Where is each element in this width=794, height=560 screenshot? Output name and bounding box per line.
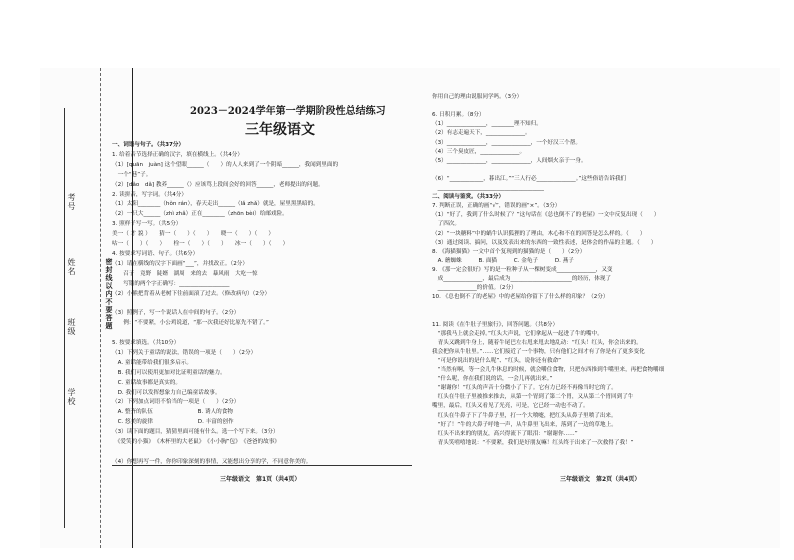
text-line: 4. 按要求写词语、句子。（共6分） [112, 250, 199, 257]
text-line: “那我马上就会走掉。”红头大声说，它们拿起从一起进了牛的嘴中。 [432, 330, 603, 337]
exam-title: 2023－2024学年第一学期阶段性总结练习 [190, 106, 386, 117]
text-line: A. 童话能带给我们很多启示。 [112, 359, 193, 366]
text-line: （6）“____________，暮出江。”“三人行必______________。”这些俗语告诉我们 [432, 175, 627, 182]
text-line: （4）你想再写一件，你你印象深刻的事情，又能想出分享的学，不同意你美的。 [112, 458, 312, 465]
text-line: （2）有志走遍天下，______________。 [432, 130, 531, 137]
margin-label-school: 学校 [67, 388, 76, 406]
text-line: 3. 照样子写一写。（共5分） [112, 221, 182, 228]
text-line: A. 蘑蜘蛛 B. 面猫 C. 金龟子 D. 燕子 [432, 257, 574, 264]
text-line: C. 童话故事都是真实的。 [112, 379, 181, 386]
text-line: 1. 给着音节选择正确的汉字，填在横线上。（共4分） [112, 151, 243, 158]
text-line: 例：“不要紧，小公鸡说道，“那一次我还好比原先不错了。” [112, 320, 269, 327]
text-line: “谢谢你！”红头的声音十分微小了下了。它有力已经不再像当时它的了。 [432, 385, 617, 392]
exam-subject: 三年级语文 [245, 122, 315, 138]
text-line: 嘴里，最后，红头又看见了光亮，可是，它已经一动也不动了。 [432, 403, 589, 410]
text-line: （2）小熊把背着从老树下往前面滚了过去。（修改病句）（2分） [112, 290, 271, 297]
text-line: B. 我们可以使用更加对比证明童话的魅力。 [112, 369, 226, 376]
seal-line-outer [64, 108, 65, 528]
text-line: ______________________________________ [432, 185, 544, 191]
text-line: 8. 《海猫猫猫》一文中首个复现到的猫猫的是（ ）（2分） [432, 248, 586, 255]
text-line: （3）通过阅读、搞问，以及发表出来的东西的一致性表述，是体会的作品的主题。（ ） [432, 239, 657, 246]
text-line: 青头笑嘻嘻地说：“不要紧，我们是好朋友嘛！红头终于出来了一次救得了我！” [432, 439, 634, 446]
binding-margin [40, 68, 133, 548]
text-line: 召子 竟野 陡婿 湖周 来的去 暴风雨 大吃一惊 [112, 270, 258, 277]
text-line: 成______________，最后成为______________________的经历，体现了 [432, 276, 612, 282]
text-line: 6. 日积月累。（8分） [432, 112, 485, 119]
text-line: C. 悠美的旋律 D. 丰富的创作 [112, 419, 234, 426]
text-line: 我会把你从牛肚里。”……它们接近了一个事物，只有他们之间才有了你是有了更多变化 [432, 348, 645, 355]
text-line: （2）下列加点词语不恰当的一项是（ ）（2分） [112, 399, 240, 406]
text-line: 美一（ 才 貌 ） 猜一（ ）（ ） 晓一（ ）（ ） [112, 231, 274, 238]
text-line: （3）读下面的题目，猜猜里面可能有什么。选一个写下来。（3分） [112, 429, 279, 436]
text-line: “可是你说出的是什么呢”、“红头，说你还有救命” [432, 357, 562, 364]
text-line: 7. 判断正误，正确的画“√”，错误的画“×”。（3分） [432, 203, 561, 210]
text-line: 红头不出来的的朋友，高兴得流下了眼泪：“谢谢你……” [432, 430, 578, 437]
text-line: 咕一（ ）（ ） 栓一（ ）（ ） 冰一（ ）（ ） [112, 241, 289, 247]
text-line: 10. 《总也倒不了的老屋》中的老屋给你留下了什么样的印象？（2分） [432, 294, 609, 301]
text-line: （2）一只大______（zhì zhǎ）正在________（zhōn bèi）给邮戏险。 [112, 211, 288, 218]
text-line: “什么呢，你在我们说的话，一会儿再就出来。” [432, 376, 553, 383]
text-line: 2. 读拼音，写字词。（共4分） [112, 191, 187, 198]
text-line: （1）请在横线的汉字下面画“___”，并找改正。（2分） [112, 260, 248, 267]
text-line: （4）三个臭皮匠，______________。 [432, 148, 526, 155]
text-line: 一、词语与句子。（共37分） [112, 142, 185, 148]
text-line: 9. 《那一定会很好》写的是一粒种子从一棵树变成______________，又变 [432, 266, 613, 273]
text-line: 二、阅读与鉴赏。（共33分） [432, 194, 505, 201]
seal-notice: 密封线以内不要答题 [105, 258, 113, 330]
text-line: （1）______________，________理不知归。 [432, 121, 542, 128]
text-line: 11. 阅读《在牛肚子里旅行》，回答问题。（共8分） [432, 321, 559, 328]
text-line: （1）下列关于童话的说法，错误的一项是（ ）（2分） [112, 349, 257, 356]
text-line: D. 我们可以发挥想象力自己编童话故事。 [112, 389, 221, 396]
right-page-footer: 三年级语文 第2页（共4页） [560, 476, 641, 483]
text-line: 5. 按要求填选。（共10分） [112, 340, 180, 346]
margin-label-name: 姓名 [67, 258, 76, 276]
margin-label-class: 班级 [67, 318, 76, 336]
margin-label-id: 考号 [67, 193, 76, 211]
scanned-sheet [40, 68, 780, 548]
text-line: 了四次。 [432, 221, 460, 228]
text-line: （3）______________，______________，一个好汉三个帮。 [432, 139, 581, 146]
seal-dashed-line [100, 68, 101, 548]
text-line: 红头在牛肚子里被推来推去，从第一个胃到了第二个胃，又从第二个胃回到了牛 [432, 394, 634, 401]
text-line: （1）太阳________（hǒn rán），春天走出______（lǎ zhǎ）就是，屋里黑黑暗的。 [112, 201, 319, 208]
text-line: ______________的价值。（2分） [432, 285, 517, 292]
text-line: （2）“一块糖料”中的蜗牛认识狐狸的了理由，木心和不在的回答是怎么样的。（ ） [432, 230, 646, 237]
left-page-footer: 三年级语文 第1页（共4页） [220, 476, 301, 483]
text-line: 《爱笑的小猫》 《木杯里的大老鼠》 《小小胸”包》 《爸爸的故事》 [112, 439, 280, 445]
text-line: （3）照例子，写一个说话人在中间的句子。（2分） [112, 310, 240, 317]
text-line: 写错的两个字正确写：__________________ [112, 280, 230, 287]
text-line: 一个“巷”子。 [112, 171, 152, 178]
text-line: （5）______________，______________，人间烟火亲于一身。 [432, 157, 587, 164]
left-page-rule [112, 465, 412, 466]
text-line: “好了！”牛的大鼻子呼地一声，从牛鼻里飞出来，落到了一边的草地上。 [432, 421, 617, 428]
text-line: “当然有啊，等一会儿牛休息的时候，就会嚼住食物，只把东西推到牛嘴里来，再把食物嚼细 [432, 367, 665, 373]
text-line: 你用自己的理由说服同学吗。（3分） [432, 94, 523, 100]
text-line: （1）[quān juàn] 这个望眼______（ ）的人人来到了一个阴暗______，我闻到里面的 [112, 161, 339, 168]
text-line: A. 整齐的队伍 B. 诱人的食物 [112, 409, 233, 416]
text-line: 青头又跳到牛身上，随着牛尾巴左右甩来甩去地乱动：“红头！红头，你会出来的。 [432, 339, 642, 346]
text-line: （1）“好了，我到了什么时候了？”这句话在《总也倒不了的老屋》一文中反复出现（ ） [432, 212, 660, 219]
text-line: （2）[dǎo dǎ] 教养______（）应该骂上段间会好的回答______，老师提出的问题。 [112, 181, 324, 188]
text-line: 红头在牛鼻子下了牛鼻子里，打一个大喷嚏，把红头从鼻子里喷了出来。 [432, 412, 617, 419]
